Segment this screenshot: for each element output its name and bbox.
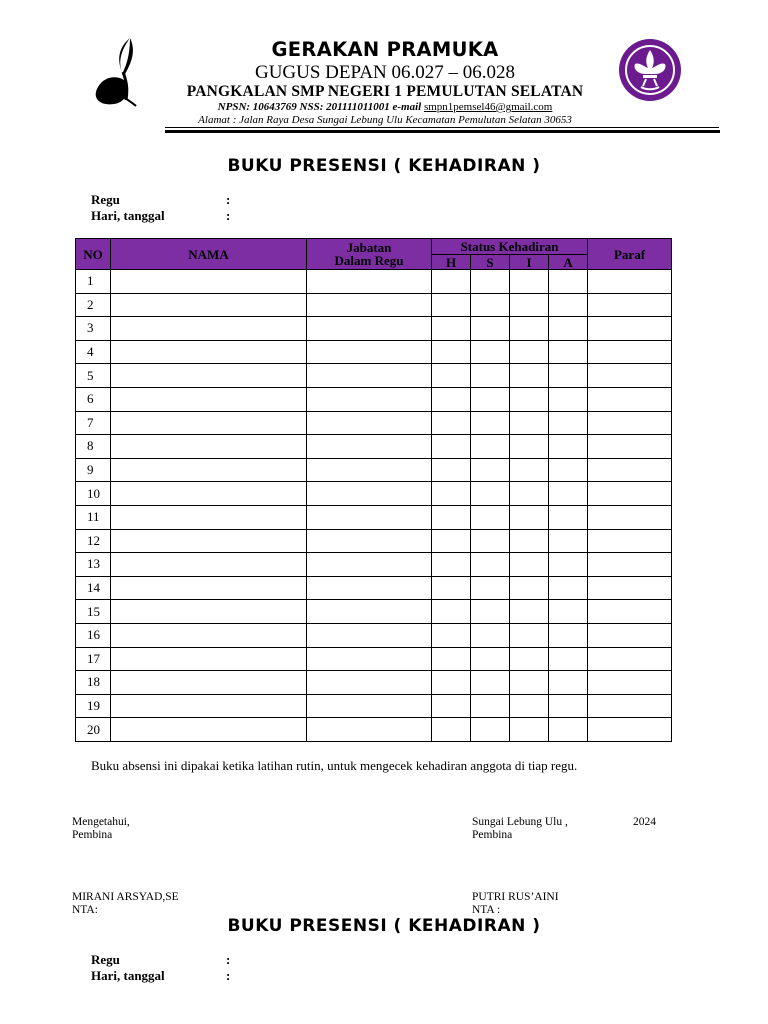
table-row xyxy=(76,435,672,459)
header-izin: I xyxy=(510,255,549,270)
jabatan-cell[interactable] xyxy=(307,600,432,624)
hadir-cell[interactable] xyxy=(432,623,471,647)
hadir-cell[interactable] xyxy=(432,647,471,671)
sakit-cell[interactable] xyxy=(471,671,510,695)
header-rule-thin xyxy=(165,127,719,128)
paraf-cell[interactable] xyxy=(588,387,672,411)
alpa-cell[interactable] xyxy=(549,317,588,341)
nama-cell[interactable] xyxy=(111,364,307,388)
row-number: 10 xyxy=(76,482,111,506)
nama-cell[interactable] xyxy=(111,435,307,459)
gugus-depan: GUGUS DEPAN 06.027 – 06.028 xyxy=(254,62,516,83)
jabatan-cell[interactable] xyxy=(307,411,432,435)
paraf-cell[interactable] xyxy=(588,270,672,294)
jabatan-cell[interactable] xyxy=(307,317,432,341)
izin-cell[interactable] xyxy=(510,458,549,482)
attendance-table xyxy=(75,238,672,742)
paraf-cell[interactable] xyxy=(588,317,672,341)
izin-cell[interactable] xyxy=(510,576,549,600)
paraf-cell[interactable] xyxy=(588,458,672,482)
izin-cell[interactable] xyxy=(510,647,549,671)
jabatan-cell[interactable] xyxy=(307,340,432,364)
sakit-cell[interactable] xyxy=(471,647,510,671)
document-title-2: BUKU PRESENSI ( KEHADIRAN ) xyxy=(227,916,541,936)
nama-cell[interactable] xyxy=(111,529,307,553)
alpa-cell[interactable] xyxy=(549,553,588,577)
alpa-cell[interactable] xyxy=(549,576,588,600)
sign-right-name: PUTRI RUS’AINI xyxy=(472,891,559,903)
nama-cell[interactable] xyxy=(111,623,307,647)
row-number: 2 xyxy=(76,293,111,317)
hadir-cell[interactable] xyxy=(432,364,471,388)
nama-cell[interactable] xyxy=(111,694,307,718)
jabatan-cell[interactable] xyxy=(307,364,432,388)
jabatan-cell[interactable] xyxy=(307,435,432,459)
paraf-cell[interactable] xyxy=(588,671,672,695)
hadir-cell[interactable] xyxy=(432,694,471,718)
sign-left-role: Pembina xyxy=(72,829,113,841)
nama-cell[interactable] xyxy=(111,671,307,695)
alpa-cell[interactable] xyxy=(549,435,588,459)
paraf-cell[interactable] xyxy=(588,435,672,459)
row-number: 14 xyxy=(76,576,111,600)
jabatan-cell[interactable] xyxy=(307,647,432,671)
paraf-cell[interactable] xyxy=(588,694,672,718)
nama-cell[interactable] xyxy=(111,340,307,364)
sign-right-year: 2024 xyxy=(633,816,656,828)
alpa-cell[interactable] xyxy=(549,505,588,529)
row-number: 6 xyxy=(76,387,111,411)
izin-cell[interactable] xyxy=(510,694,549,718)
izin-cell[interactable] xyxy=(510,411,549,435)
izin-cell[interactable] xyxy=(510,671,549,695)
paraf-cell[interactable] xyxy=(588,411,672,435)
jabatan-cell[interactable] xyxy=(307,387,432,411)
jabatan-cell[interactable] xyxy=(307,718,432,742)
sakit-cell[interactable] xyxy=(471,505,510,529)
document-title: BUKU PRESENSI ( KEHADIRAN ) xyxy=(227,156,541,176)
izin-cell[interactable] xyxy=(510,435,549,459)
pangkalan-name: PANGKALAN SMP NEGERI 1 PEMULUTAN SELATAN xyxy=(186,83,584,100)
hadir-cell[interactable] xyxy=(432,458,471,482)
nama-cell[interactable] xyxy=(111,647,307,671)
sign-left-known: Mengetahui, xyxy=(72,816,130,828)
header-status: Status Kehadiran xyxy=(432,239,588,255)
table-row xyxy=(76,671,672,695)
header-paraf: Paraf xyxy=(588,239,672,270)
table-row xyxy=(76,529,672,553)
table-row xyxy=(76,270,672,294)
header-sakit: S xyxy=(471,255,510,270)
field-regu-label: Regu xyxy=(91,192,120,207)
table-row xyxy=(76,576,672,600)
izin-cell[interactable] xyxy=(510,718,549,742)
paraf-cell[interactable] xyxy=(588,576,672,600)
table-row xyxy=(76,647,672,671)
row-number: 9 xyxy=(76,458,111,482)
sakit-cell[interactable] xyxy=(471,340,510,364)
alpa-cell[interactable] xyxy=(549,387,588,411)
row-number: 18 xyxy=(76,671,111,695)
paraf-cell[interactable] xyxy=(588,340,672,364)
row-number: 19 xyxy=(76,694,111,718)
sakit-cell[interactable] xyxy=(471,623,510,647)
jabatan-cell[interactable] xyxy=(307,270,432,294)
jabatan-cell[interactable] xyxy=(307,482,432,506)
row-number: 3 xyxy=(76,317,111,341)
hadir-cell[interactable] xyxy=(432,718,471,742)
sakit-cell[interactable] xyxy=(471,317,510,341)
paraf-cell[interactable] xyxy=(588,482,672,506)
row-number: 15 xyxy=(76,600,111,624)
nama-cell[interactable] xyxy=(111,458,307,482)
hadir-cell[interactable] xyxy=(432,317,471,341)
header-hadir: H xyxy=(432,255,471,270)
izin-cell[interactable] xyxy=(510,600,549,624)
sakit-cell[interactable] xyxy=(471,293,510,317)
alpa-cell[interactable] xyxy=(549,340,588,364)
hadir-cell[interactable] xyxy=(432,529,471,553)
alpa-cell[interactable] xyxy=(549,364,588,388)
jabatan-cell[interactable] xyxy=(307,671,432,695)
izin-cell[interactable] xyxy=(510,482,549,506)
hadir-cell[interactable] xyxy=(432,482,471,506)
sakit-cell[interactable] xyxy=(471,694,510,718)
nama-cell[interactable] xyxy=(111,411,307,435)
hadir-cell[interactable] xyxy=(432,671,471,695)
hadir-cell[interactable] xyxy=(432,340,471,364)
jabatan-cell[interactable] xyxy=(307,529,432,553)
izin-cell[interactable] xyxy=(510,553,549,577)
alpa-cell[interactable] xyxy=(549,482,588,506)
scout-fleur-de-lis-icon xyxy=(613,38,687,102)
paraf-cell[interactable] xyxy=(588,529,672,553)
paraf-cell[interactable] xyxy=(588,293,672,317)
nama-cell[interactable] xyxy=(111,270,307,294)
nama-cell[interactable] xyxy=(111,482,307,506)
table-row xyxy=(76,694,672,718)
row-number: 17 xyxy=(76,647,111,671)
field-date-colon-2: : xyxy=(226,968,231,983)
nama-cell[interactable] xyxy=(111,387,307,411)
alpa-cell[interactable] xyxy=(549,694,588,718)
izin-cell[interactable] xyxy=(510,340,549,364)
paraf-cell[interactable] xyxy=(588,553,672,577)
npsn-line xyxy=(150,101,620,113)
paraf-cell[interactable] xyxy=(588,623,672,647)
sign-left-nta: NTA: xyxy=(72,904,98,916)
izin-cell[interactable] xyxy=(510,529,549,553)
sakit-cell[interactable] xyxy=(471,364,510,388)
nama-cell[interactable] xyxy=(111,505,307,529)
nama-cell[interactable] xyxy=(111,293,307,317)
alpa-cell[interactable] xyxy=(549,600,588,624)
table-row xyxy=(76,553,672,577)
alpa-cell[interactable] xyxy=(549,458,588,482)
sakit-cell[interactable] xyxy=(471,718,510,742)
row-number: 16 xyxy=(76,623,111,647)
email-link[interactable]: smpn1pemsel46@gmail.com xyxy=(423,101,553,113)
izin-cell[interactable] xyxy=(510,293,549,317)
nama-cell[interactable] xyxy=(111,718,307,742)
sakit-cell[interactable] xyxy=(471,270,510,294)
alpa-cell[interactable] xyxy=(549,671,588,695)
org-name: GERAKAN PRAMUKA xyxy=(271,38,499,61)
sakit-cell[interactable] xyxy=(471,387,510,411)
nama-cell[interactable] xyxy=(111,576,307,600)
field-regu-label-2: Regu xyxy=(91,952,120,967)
row-number: 4 xyxy=(76,340,111,364)
izin-cell[interactable] xyxy=(510,364,549,388)
field-date-label-2: Hari, tanggal xyxy=(91,968,165,983)
row-number: 12 xyxy=(76,529,111,553)
row-number: 8 xyxy=(76,435,111,459)
header-jabatan-line1: Jabatan xyxy=(346,240,392,255)
tunas-kelapa-icon xyxy=(92,36,156,110)
jabatan-cell[interactable] xyxy=(307,505,432,529)
jabatan-cell[interactable] xyxy=(307,623,432,647)
sign-right-place: Sungai Lebung Ulu , xyxy=(472,816,568,828)
usage-note: Buku absensi ini dipakai ketika latihan rutin, untuk mengecek kehadiran anggota di tiap regu. xyxy=(91,758,578,773)
hadir-cell[interactable] xyxy=(432,576,471,600)
sakit-cell[interactable] xyxy=(471,435,510,459)
npsn-label: NPSN: 10643769 NSS: 201111011001 e-mail xyxy=(217,101,422,113)
paraf-cell[interactable] xyxy=(588,718,672,742)
alpa-cell[interactable] xyxy=(549,529,588,553)
field-date-colon: : xyxy=(226,208,231,223)
header-alpa: A xyxy=(549,255,588,270)
nama-cell[interactable] xyxy=(111,553,307,577)
sakit-cell[interactable] xyxy=(471,458,510,482)
field-regu-colon-2: : xyxy=(226,952,231,967)
row-number: 11 xyxy=(76,505,111,529)
sakit-cell[interactable] xyxy=(471,576,510,600)
nama-cell[interactable] xyxy=(111,600,307,624)
row-number: 20 xyxy=(76,718,111,742)
sakit-cell[interactable] xyxy=(471,529,510,553)
alpa-cell[interactable] xyxy=(549,411,588,435)
row-number: 13 xyxy=(76,553,111,577)
hadir-cell[interactable] xyxy=(432,435,471,459)
table-row xyxy=(76,718,672,742)
hadir-cell[interactable] xyxy=(432,270,471,294)
alpa-cell[interactable] xyxy=(549,647,588,671)
field-regu-colon: : xyxy=(226,192,231,207)
paraf-cell[interactable] xyxy=(588,505,672,529)
alpa-cell[interactable] xyxy=(549,293,588,317)
nama-cell[interactable] xyxy=(111,317,307,341)
alpa-cell[interactable] xyxy=(549,718,588,742)
jabatan-cell[interactable] xyxy=(307,293,432,317)
field-date-label: Hari, tanggal xyxy=(91,208,165,223)
header-jabatan xyxy=(307,239,432,270)
hadir-cell[interactable] xyxy=(432,600,471,624)
jabatan-cell[interactable] xyxy=(307,694,432,718)
hadir-cell[interactable] xyxy=(432,411,471,435)
address-line: Alamat : Jalan Raya Desa Sungai Lebung Ulu Kecamatan Pemulutan Selatan 30653 xyxy=(198,114,572,126)
table-row xyxy=(76,458,672,482)
table-row xyxy=(76,317,672,341)
table-row xyxy=(76,340,672,364)
table-row xyxy=(76,387,672,411)
sakit-cell[interactable] xyxy=(471,482,510,506)
header-rule-thick xyxy=(165,130,720,133)
row-number: 5 xyxy=(76,364,111,388)
hadir-cell[interactable] xyxy=(432,293,471,317)
hadir-cell[interactable] xyxy=(432,553,471,577)
sakit-cell[interactable] xyxy=(471,411,510,435)
hadir-cell[interactable] xyxy=(432,387,471,411)
jabatan-cell[interactable] xyxy=(307,576,432,600)
sign-left-name: MIRANI ARSYAD,SE xyxy=(72,891,179,903)
jabatan-cell[interactable] xyxy=(307,553,432,577)
table-row xyxy=(76,293,672,317)
row-number: 7 xyxy=(76,411,111,435)
table-row xyxy=(76,411,672,435)
izin-cell[interactable] xyxy=(510,387,549,411)
izin-cell[interactable] xyxy=(510,505,549,529)
izin-cell[interactable] xyxy=(510,317,549,341)
table-row xyxy=(76,505,672,529)
sakit-cell[interactable] xyxy=(471,553,510,577)
row-number: 1 xyxy=(76,270,111,294)
table-row xyxy=(76,623,672,647)
sakit-cell[interactable] xyxy=(471,600,510,624)
table-row xyxy=(76,364,672,388)
paraf-cell[interactable] xyxy=(588,600,672,624)
alpa-cell[interactable] xyxy=(549,270,588,294)
sign-right-role: Pembina xyxy=(472,829,513,841)
header-no: NO xyxy=(76,239,111,270)
izin-cell[interactable] xyxy=(510,623,549,647)
izin-cell[interactable] xyxy=(510,270,549,294)
header-jabatan-line2: Dalam Regu xyxy=(334,253,404,268)
paraf-cell[interactable] xyxy=(588,647,672,671)
sign-right-nta: NTA : xyxy=(472,904,501,916)
alpa-cell[interactable] xyxy=(549,623,588,647)
hadir-cell[interactable] xyxy=(432,505,471,529)
jabatan-cell[interactable] xyxy=(307,458,432,482)
table-row xyxy=(76,600,672,624)
header-nama: NAMA xyxy=(111,239,307,270)
paraf-cell[interactable] xyxy=(588,364,672,388)
table-row xyxy=(76,482,672,506)
